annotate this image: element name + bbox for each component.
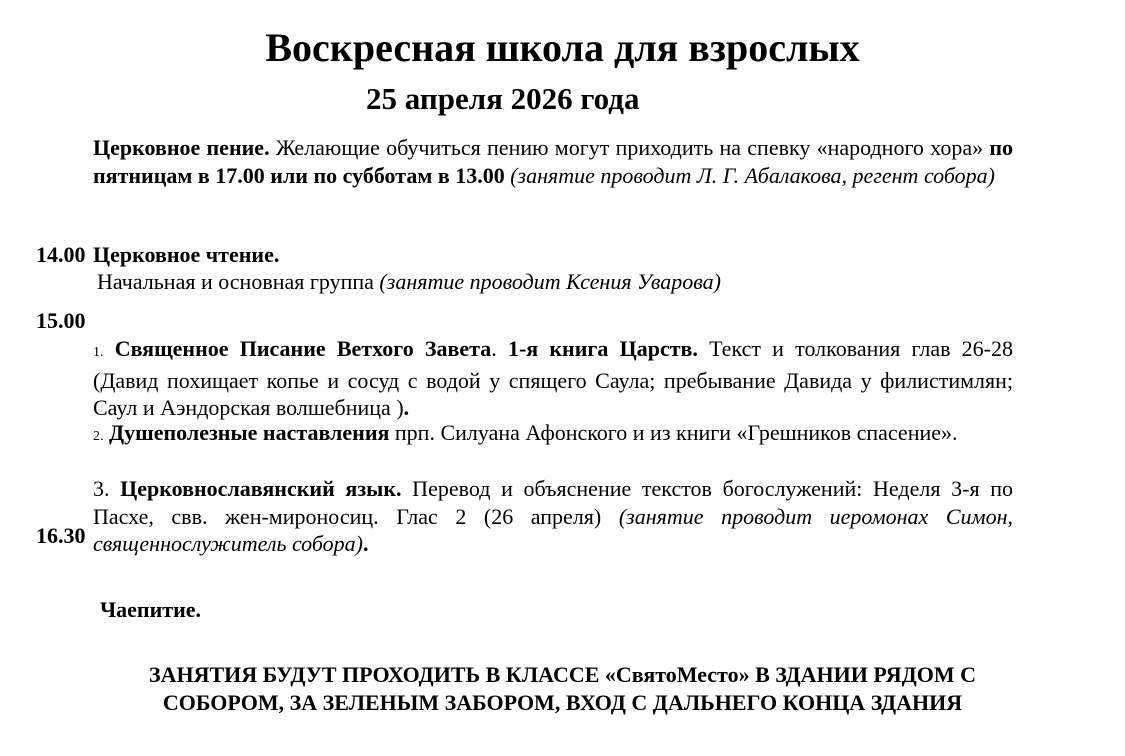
lesson-item-2 — [93, 419, 1013, 451]
lesson-item-3-heading: Церковнославянский язык. — [120, 476, 402, 501]
lesson-item-1-number: 1. — [93, 345, 104, 360]
reading-teacher: (занятие проводит Ксения Уварова) — [379, 269, 721, 294]
singing-teacher: (занятие проводит Л. Г. Абалакова, регент собора) — [504, 162, 995, 188]
reading-group — [97, 268, 1017, 296]
singing-heading: Церковное пение. — [93, 135, 270, 160]
lesson-item-3 — [93, 475, 1013, 558]
lesson-item-2-text: прп. Силуана Афонского и из книги «Грешников спасение». — [389, 420, 958, 445]
singing-schedule: по пятницам в 17.00 или по субботам в 13.00 — [93, 135, 1014, 188]
lesson-item-1 — [93, 335, 1013, 422]
reading-group-label: Начальная и основная группа — [97, 269, 380, 294]
lesson-item-1-sep: . — [491, 336, 508, 361]
page-title: Воскресная школа для взрослых — [265, 25, 860, 70]
lesson-item-3-number: 3. — [93, 476, 110, 501]
lesson-item-3-teacher: (занятие проводит иеромонах Симон, священнослужитель собора) — [93, 503, 1014, 556]
tea-label: Чаепитие. — [100, 597, 202, 622]
lesson-item-1-end: . — [403, 395, 410, 420]
time-1630: 16.30 — [36, 523, 86, 548]
time-1500: 15.00 — [36, 308, 86, 333]
page-date: 25 апреля 2026 года — [366, 81, 640, 116]
time-1400: 14.00 — [36, 242, 86, 267]
location-notice-line-2: СОБОРОМ, ЗА ЗЕЛЕНЫМ ЗАБОРОМ, ВХОД С ДАЛЬНЕГО КОНЦА ЗДАНИЯ — [162, 690, 963, 715]
location-notice-line-1: ЗАНЯТИЯ БУДУТ ПРОХОДИТЬ В КЛАССЕ «СвятоМесто» В ЗДАНИИ РЯДОМ С — [148, 662, 977, 687]
singing-paragraph — [93, 134, 1013, 189]
location-notice — [60, 661, 1065, 717]
reading-heading: Церковное чтение. — [93, 242, 280, 267]
lesson-item-1-text: Текст и толкования глав 26-28 (Давид похищает копье и сосуд с водой у спящего Саула; пребывание Давида у филистимлян; Саул и Аэндорская волшебница ) — [93, 336, 1014, 420]
singing-text: Желающие обучиться пению могут приходить на спевку «народного хора» — [269, 135, 990, 160]
lesson-item-2-heading: Душеполезные наставления — [109, 420, 390, 445]
lesson-item-2-number: 2. — [93, 429, 104, 444]
lesson-item-3-text: Перевод и объяснение текстов богослужений: Неделя 3-я по Пасхе, свв. жен-мироносиц. Глас 2 (26 апреля) — [93, 476, 1014, 529]
lesson-item-1-heading: Священное Писание Ветхого Завета — [114, 336, 492, 361]
lesson-item-1-book: 1-я книга Царств. — [507, 336, 698, 361]
lesson-item-3-end: . — [362, 531, 369, 556]
